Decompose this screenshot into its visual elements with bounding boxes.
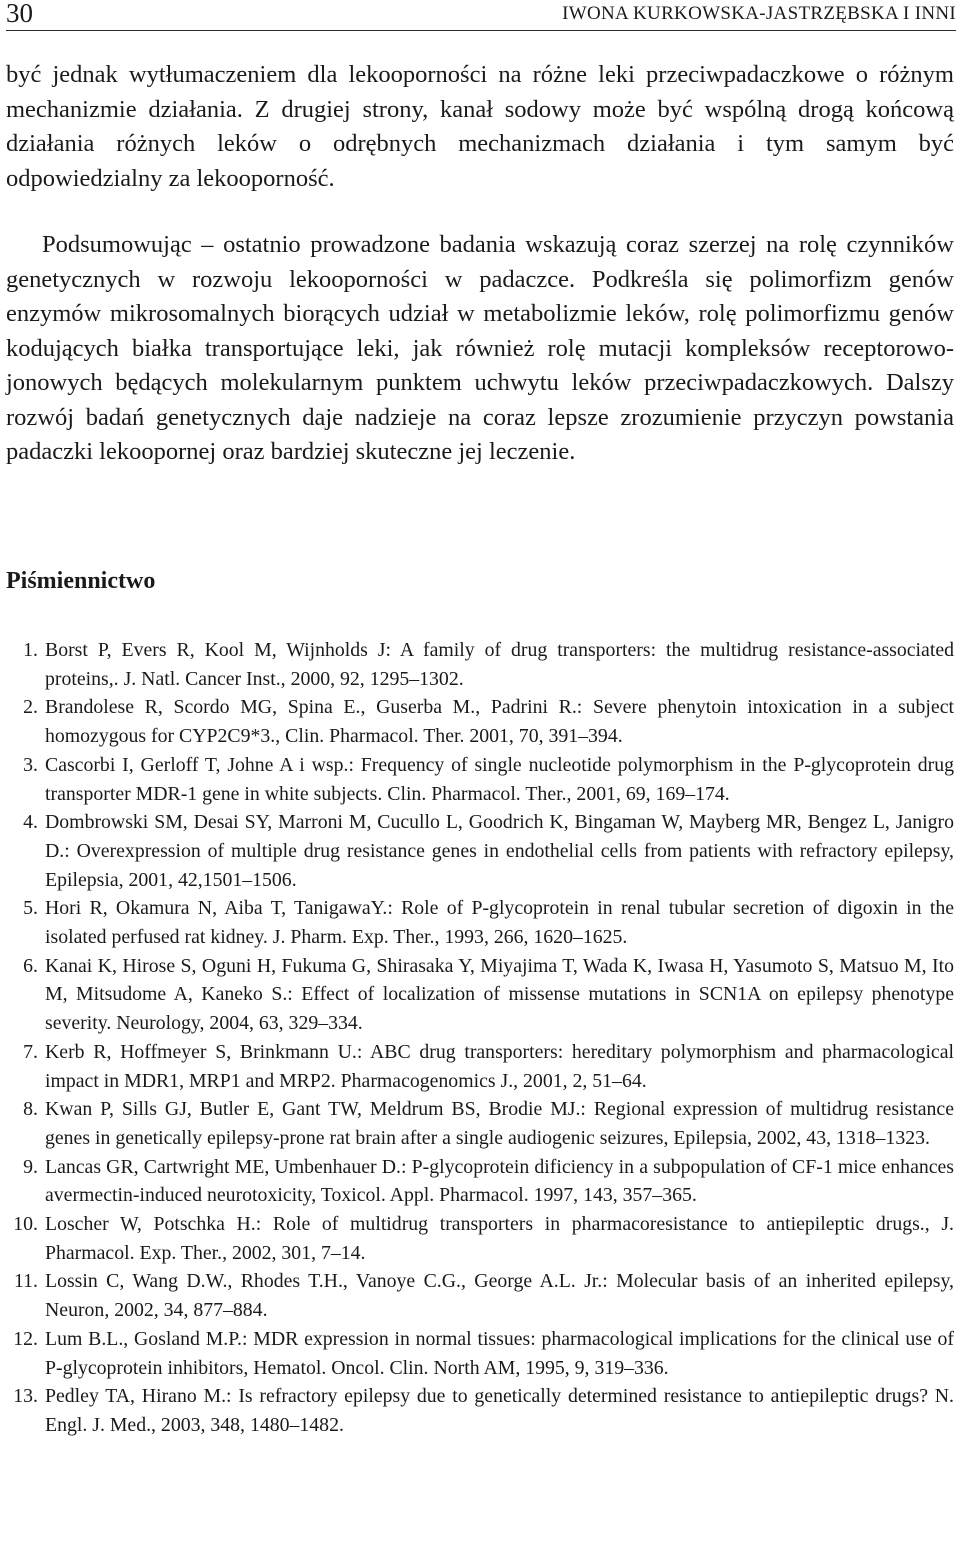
page-number: 30 <box>6 0 33 28</box>
reference-item <box>6 693 954 750</box>
reference-text: Brandolese R, Scordo MG, Spina E., Guserba M., Padrini R.: Severe phenytoin intoxication in a subject homozygous for CYP2C9*3., Clin. Pharmacol. Ther. 2001, 70, 391–394. <box>45 696 954 748</box>
page-header <box>6 0 956 31</box>
reference-number: 3. <box>23 753 38 776</box>
reference-text: Dombrowski SM, Desai SY, Marroni M, Cucullo L, Goodrich K, Bingaman W, Mayberg MR, Bengez L, Janigro D.: Overexpression of multiple drug resistance genes in endothelial cells from patients with refractory epilepsy, Epilepsia, 2001, 42,1501–1506. <box>45 811 954 891</box>
reference-number: 1. <box>23 639 38 661</box>
paragraph-continuation: być jednak wytłumaczeniem dla lekooporności na różne leki przeciwpadaczkowe o różnym mechanizmie działania. Z drugiej strony, kanał sodowy może być wspólną drogą końcową działania różnych leków o odrębnych mechanizmach działania i tym samym być odpowiedzialny za lekooporność. <box>6 61 954 192</box>
reference-text: Hori R, Okamura N, Aiba T, TanigawaY.: Role of P-glycoprotein in renal tubular secretion of digoxin in the isolated perfused rat kidney. J. Pharm. Exp. Ther., 1993, 266, 1620–1625. <box>45 897 954 949</box>
reference-text: Kwan P, Sills GJ, Butler E, Gant TW, Meldrum BS, Brodie MJ.: Regional expression of multidrug resistance genes in genetically epilepsy-prone rat brain after a single audiogenic seizures, Epilepsia, 2002, 43, 1318–1323. <box>45 1098 954 1149</box>
reference-item <box>6 1267 954 1324</box>
reference-item <box>6 1210 954 1267</box>
reference-number: 12. <box>13 1327 38 1350</box>
reference-text: Kerb R, Hoffmeyer S, Brinkmann U.: ABC drug transporters: hereditary polymorphism and pharmacological impact in MDR1, MRP1 and MRP2. Pharmacogenomics J., 2001, 2, 51–64. <box>45 1040 954 1092</box>
reference-item <box>6 751 954 808</box>
paragraph-summary: Podsumowując – ostatnio prowadzone badania wskazują coraz szerzej na rolę czynników genetycznych w rozwoju lekooporności w padaczce. Podkreśla się polimorfizm genów enzymów mikrosomalnych biorących udział w metabolizmie leków, rolę polimorfizmu genów kodujących białka transportujące leki, jak również rolę mutacji kompleksów receptorowo-jonowych będących molekularnym punktem uchwytu leków przeciwpadaczkowych. Dalszy rozwój badań genetycznych daje nadzieje na coraz lepsze zrozumienie przyczyn powstania padaczki lekoopornej oraz bardziej skuteczne jej leczenie. <box>6 231 954 465</box>
reference-number: 6. <box>23 954 38 977</box>
reference-text: Pedley TA, Hirano M.: Is refractory epilepsy due to genetically determined resistance to antiepileptic drugs? N. Engl. J. Med., 2003, 348, 1480–1482. <box>45 1385 954 1436</box>
reference-item <box>6 952 954 1038</box>
reference-number: 8. <box>23 1098 38 1121</box>
reference-text: Lancas GR, Cartwright ME, Umbenhauer D.: P-glycoprotein dificiency in a subpopulation of CF-1 mice enhances avermectin-induced neurotoxicity, Toxicol. Appl. Pharmacol. 1997, 143, 357–365. <box>45 1155 954 1207</box>
reference-text: Loscher W, Potschka H.: Role of multidrug transporters in pharmacoresistance to antiepileptic drugs., J. Pharmacol. Exp. Ther., 2002, 301, 7–14. <box>45 1213 954 1264</box>
reference-item <box>6 1153 954 1210</box>
reference-item <box>6 1038 954 1095</box>
reference-number: 13. <box>13 1385 38 1408</box>
reference-number: 10. <box>13 1213 38 1236</box>
references-heading: Piśmiennictwo <box>6 568 156 594</box>
reference-text: Borst P, Evers R, Kool M, Wijnholds J: A family of drug transporters: the multidrug resistance-associated proteins,. J. Natl. Cancer Inst., 2000, 92, 1295–1302. <box>45 639 954 690</box>
reference-number: 7. <box>23 1040 38 1063</box>
reference-item <box>6 1095 954 1152</box>
reference-number: 5. <box>23 897 38 920</box>
reference-item <box>6 1382 954 1439</box>
reference-list <box>6 636 954 1440</box>
reference-number: 9. <box>23 1155 38 1178</box>
reference-item <box>6 1325 954 1382</box>
reference-text: Lum B.L., Gosland M.P.: MDR expression in normal tissues: pharmacological implications for the clinical use of P-glycoprotein inhibitors, Hematol. Oncol. Clin. North AM, 1995, 9, 319–336. <box>45 1327 954 1379</box>
reference-number: 4. <box>23 811 38 834</box>
reference-item <box>6 808 954 894</box>
reference-item <box>6 636 954 693</box>
reference-text: Kanai K, Hirose S, Oguni H, Fukuma G, Shirasaka Y, Miyajima T, Wada K, Iwasa H, Yasumoto S, Matsuo M, Ito M, Mitsudome A, Kaneko S.: Effect of localization of missense mutations in SCN1A on epilepsy phenotype severity. Neurology, 2004, 63, 329–334. <box>45 954 954 1035</box>
reference-item <box>6 894 954 951</box>
reference-text: Cascorbi I, Gerloff T, Johne A i wsp.: Frequency of single nucleotide polymorphism in the P-glycoprotein drug transporter MDR-1 gene in white subjects. Clin. Pharmacol. Ther., 2001, 69, 169–174. <box>45 753 954 805</box>
running-head: IWONA KURKOWSKA-JASTRZĘBSKA I INNI <box>562 3 956 24</box>
reference-number: 11. <box>14 1270 38 1293</box>
reference-text: Lossin C, Wang D.W., Rhodes T.H., Vanoye C.G., George A.L. Jr.: Molecular basis of an inherited epilepsy, Neuron, 2002, 34, 877–884. <box>45 1270 954 1322</box>
reference-number: 2. <box>23 696 38 719</box>
